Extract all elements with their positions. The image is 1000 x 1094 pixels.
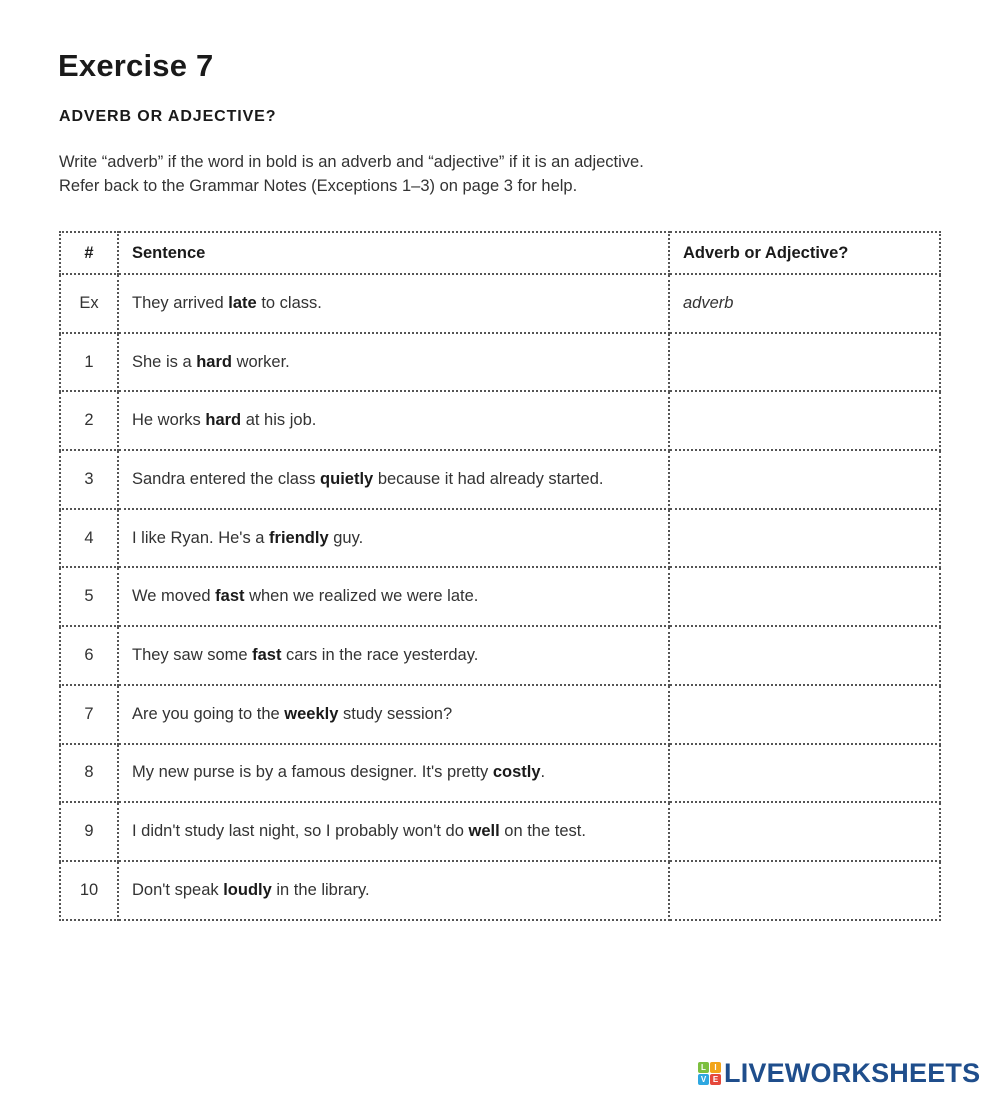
liveworksheets-logo-icon [698, 1062, 721, 1085]
bold-word: friendly [269, 528, 329, 547]
row-sentence [118, 450, 669, 509]
table-row [60, 861, 940, 920]
row-sentence [118, 274, 669, 333]
sentence-text: . [540, 763, 546, 782]
sentence-text: cars in the race yesterday. [281, 645, 479, 664]
sentence-text: study session? [338, 704, 453, 723]
answer-cell[interactable] [669, 509, 940, 568]
answer-cell [669, 274, 940, 333]
exercise-table [59, 231, 941, 921]
bold-word: loudly [223, 880, 272, 899]
exercise-subtitle: ADVERB OR ADJECTIVE? [59, 108, 277, 125]
row-sentence [118, 509, 669, 568]
table-row [60, 567, 940, 626]
table-body [60, 274, 940, 920]
sentence-text: She is a [132, 352, 197, 371]
row-number: 6 [60, 626, 118, 685]
row-sentence [118, 567, 669, 626]
bold-word: hard [205, 411, 242, 430]
instruction-line: Write “adverb” if the word in bold is an adverb and “adjective” if it is an adjective. [59, 153, 644, 171]
logo-text: LIVEWORKSHEETS [724, 1058, 981, 1088]
table-row [60, 685, 940, 744]
sentence-text: because it had already started. [373, 469, 604, 488]
row-sentence [118, 744, 669, 803]
liveworksheets-logo [698, 1058, 980, 1088]
bold-word: fast [252, 645, 282, 664]
sentence-text: at his job. [241, 411, 317, 430]
table-row [60, 509, 940, 568]
table-row [60, 274, 940, 333]
sentence-text: when we realized we were late. [244, 587, 479, 606]
row-number: 7 [60, 685, 118, 744]
instructions [59, 150, 644, 198]
row-number: 3 [60, 450, 118, 509]
logo-square: I [710, 1062, 721, 1073]
answer-cell[interactable] [669, 744, 940, 803]
sentence-text: Are you going to the [132, 704, 285, 723]
answer-cell[interactable] [669, 567, 940, 626]
sentence-text: to class. [256, 293, 322, 312]
row-sentence [118, 861, 669, 920]
logo-square: L [698, 1062, 709, 1073]
logo-square: V [698, 1074, 709, 1085]
sentence-text: My new purse is by a famous designer. It's pretty [132, 763, 493, 782]
answer-cell[interactable] [669, 685, 940, 744]
header-sentence: Sentence [118, 232, 669, 274]
sentence-text: guy. [328, 528, 364, 547]
row-sentence [118, 333, 669, 392]
header-number: # [60, 232, 118, 274]
row-number: 4 [60, 509, 118, 568]
row-number: Ex [60, 274, 118, 333]
sentence-text: Don't speak [132, 880, 224, 899]
table-header-row [60, 232, 940, 274]
sentence-text: I didn't study last night, so I probably won't do [132, 822, 469, 841]
sentence-text: We moved [132, 587, 216, 606]
instruction-line: Refer back to the Grammar Notes (Exceptions 1–3) on page 3 for help. [59, 177, 578, 195]
sentence-text: He works [132, 411, 206, 430]
table-row [60, 333, 940, 392]
bold-word: late [228, 293, 257, 312]
bold-word: hard [196, 352, 232, 371]
sentence-text: I like Ryan. He's a [132, 528, 270, 547]
sentence-text: in the library. [271, 880, 370, 899]
answer-cell[interactable] [669, 450, 940, 509]
bold-word: weekly [284, 704, 339, 723]
row-sentence [118, 802, 669, 861]
page-title: Exercise 7 [58, 48, 214, 83]
answer-cell[interactable] [669, 861, 940, 920]
answer-cell[interactable] [669, 333, 940, 392]
bold-word: well [468, 822, 500, 841]
row-number: 1 [60, 333, 118, 392]
row-number: 5 [60, 567, 118, 626]
row-number: 10 [60, 861, 118, 920]
example-answer: adverb [683, 293, 734, 312]
header-answer: Adverb or Adjective? [669, 232, 940, 274]
sentence-text: They arrived [132, 293, 229, 312]
sentence-text: on the test. [499, 822, 586, 841]
answer-cell[interactable] [669, 391, 940, 450]
sentence-text: They saw some [132, 645, 253, 664]
row-number: 9 [60, 802, 118, 861]
bold-word: fast [215, 587, 245, 606]
table-row [60, 802, 940, 861]
table-row [60, 626, 940, 685]
table-row [60, 744, 940, 803]
table-row [60, 391, 940, 450]
bold-word: costly [492, 763, 541, 782]
answer-cell[interactable] [669, 802, 940, 861]
row-sentence [118, 685, 669, 744]
row-sentence [118, 391, 669, 450]
sentence-text: worker. [231, 352, 290, 371]
row-sentence [118, 626, 669, 685]
row-number: 2 [60, 391, 118, 450]
table-row [60, 450, 940, 509]
row-number: 8 [60, 744, 118, 803]
bold-word: quietly [320, 469, 374, 488]
sentence-text: Sandra entered the class [132, 469, 321, 488]
logo-square: E [710, 1074, 721, 1085]
answer-cell[interactable] [669, 626, 940, 685]
